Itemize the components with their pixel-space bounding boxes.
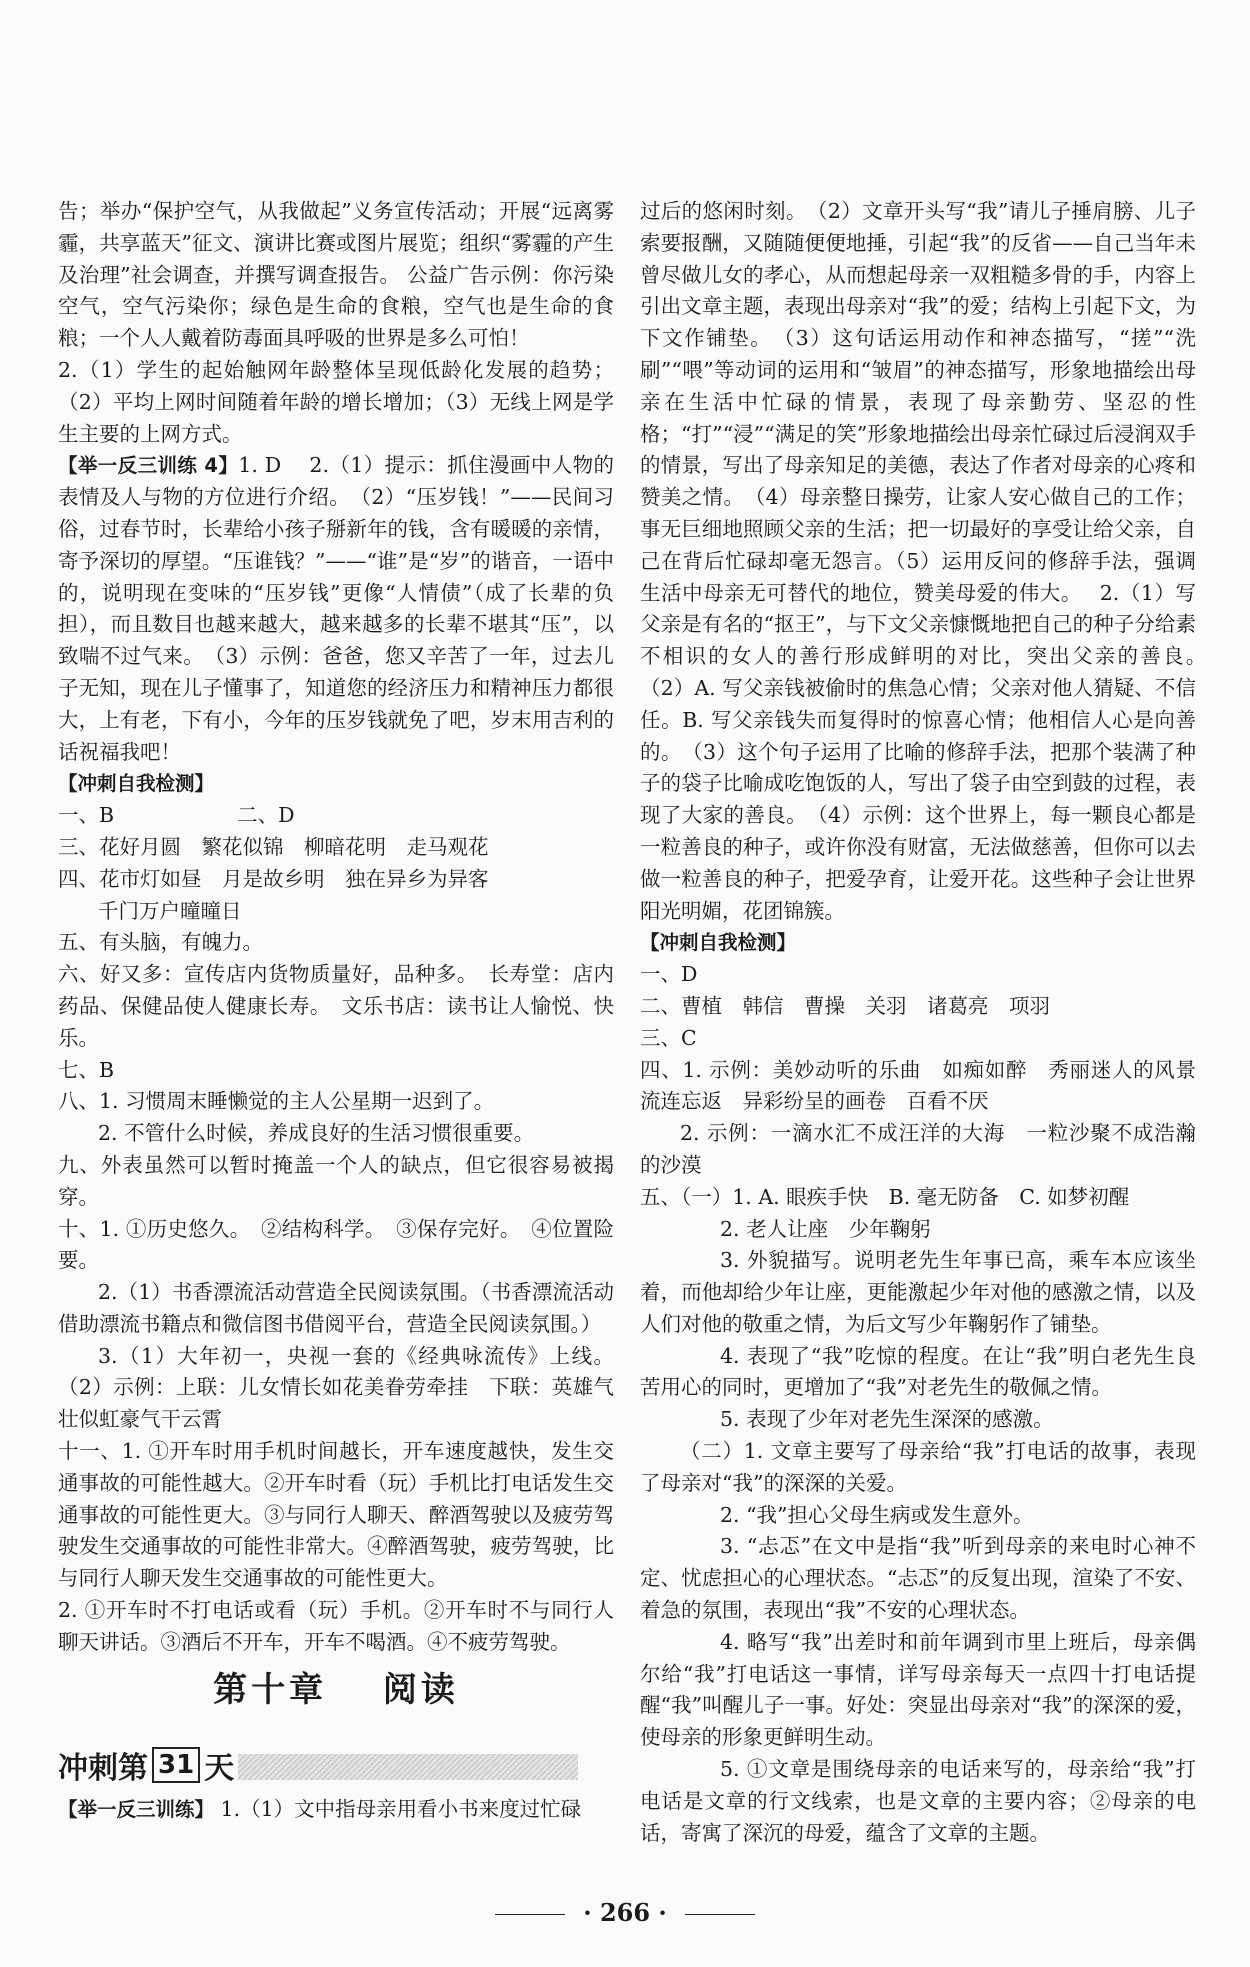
banner-prefix: 冲刺第 xyxy=(58,1751,148,1786)
answer-text: 三、花好月圆 繁花似锦 柳暗花明 走马观花 xyxy=(58,834,489,859)
answer-text: 2. 示例：一滴水汇不成汪洋的大海 一粒沙聚不成浩瀚的沙漠 xyxy=(640,1121,1196,1177)
answer-paragraph xyxy=(58,1150,614,1214)
answer-paragraph xyxy=(58,355,614,450)
chapter-number: 第十章 xyxy=(213,1670,328,1710)
answer-paragraph xyxy=(58,1118,614,1150)
answer-text: 一、B 二、D xyxy=(58,803,295,828)
answer-text: 2.（1）学生的起始触网年龄整体呈现低龄化发展的趋势；（2）平均上网时间随着年龄的增长增加；（3）无线上网是学生主要的上网方式。 xyxy=(58,357,614,446)
section-label: 【举一反三训练 4】 xyxy=(58,454,239,478)
banner-suffix: 天 xyxy=(204,1751,235,1786)
answer-paragraph xyxy=(58,1055,614,1087)
answer-text: 一、D xyxy=(640,962,698,987)
answer-text: 二、曹植 韩信 曹操 关羽 诸葛亮 项羽 xyxy=(640,993,1050,1018)
answer-text: 3. 外貌描写。说明老先生年事已高，乘车本应该坐着，而他却给少年让座，更能激起少年对他的感激之情，以及人们对他的敬重之情，为后文写少年鞠躬作了铺垫。 xyxy=(640,1248,1196,1336)
answer-paragraph xyxy=(58,1214,614,1278)
left-column xyxy=(58,196,614,1659)
answer-paragraph xyxy=(640,1531,1196,1626)
answer-text: 2. “我”担心父母生病或发生意外。 xyxy=(720,1502,1034,1527)
right-column xyxy=(640,196,1217,1849)
answer-paragraph xyxy=(640,1182,1196,1214)
answer-text: 四、1. 示例：美妙动听的乐曲 如痴如醉 秀丽迷人的风景 流连忘返 异彩纷呈的画卷 百看不厌 xyxy=(640,1057,1217,1114)
answer-text: 过后的悠闲时刻。 （2）文章开头写“我”请儿子捶肩膀、儿子索要报酬，又随随便便地捶，引起“我”的反省——自己当年未曾尽做儿女的孝心，从而想起母亲一双粗糙多骨的手，内容上引出文章主题，表现出母亲对“我”的爱；结构上引起下文，为下文作铺垫。 （3）这句话运用动作和神态描写，“搓”“洗刷”“喂”等动词的运用和“皱眉”的神态描写，形象地描绘出母亲在生活中忙碌的情景，表现了母亲勤劳、坚忍的性格；“打”“浸”“满足的笑”形象地描绘出母亲忙碌过后浸润双手的情景，写出了母亲知足的美德，表达了作者对母亲的心疼和赞美之情。 （4）母亲整日操劳，让家人安心做自己的工作；事无巨细地照顾父亲的生活；把一切最好的享受让给父亲，自己在背后忙碌却毫无怨言。（5）运用反问的修辞手法，强调生活中母亲无可替代的地位，赞美母爱的伟大。 2.（1）写父亲是有名的“抠王”，与下文父亲慷慨地把自己的种子分给素不相识的女人的善行形成鲜明的对比，突出父亲的善良。 （2）A. 写父亲钱被偷时的焦急心情；父亲对他人猜疑、不信任。B. 写父亲钱失而复得时的惊喜心情；他相信人心是向善的。 （3）这个句子运用了比喻的修辞手法，把那个装满了种子的袋子比喻成吃饱饭的人，写出了袋子由空到鼓的过程，表现了大家的善良。 （4）示例：这个世界上，每一颗良心都是一粒善良的种子，或许你没有财富，无法做慈善，但你可以去做一粒善良的种子，把爱孕育，让爱开花。这些种子会让世界阳光明媚，花团锦簇。 xyxy=(640,199,1217,923)
answer-text: 2.（1）书香漂流活动营造全民阅读氛围。（书香漂流活动借助漂流书籍点和微信图书借阅平台，营造全民阅读氛围。） xyxy=(58,1280,614,1336)
answer-text: 2. 不管什么时候，养成良好的生活习惯很重要。 xyxy=(98,1121,535,1146)
answer-paragraph xyxy=(58,959,614,1054)
answer-paragraph xyxy=(58,864,614,896)
exercise-text: 1.（1）文中指母亲用看小书来度过忙碌 xyxy=(220,1797,582,1821)
answer-paragraph xyxy=(640,1341,1196,1405)
answer-paragraph xyxy=(640,1500,1196,1532)
answer-text: 五、有头脑，有魄力。 xyxy=(58,930,263,955)
answer-text: 九、外表虽然可以暂时掩盖一个人的缺点，但它很容易被揭穿。 xyxy=(58,1152,614,1209)
answer-text: 千门万户曈曈日 xyxy=(98,898,242,923)
answer-text: 十一、1. ①开车时用手机时间越长，开车速度越快，发生交通事故的可能性越大。②开车时看（玩）手机比打电话发生交通事故的可能性更大。③与同行人聊天、醉酒驾驶以及疲劳驾驶发生交通事故的可能性非常大。④醉酒驾驶，疲劳驾驶，比与同行人聊天发生交通事故的可能性更大。 xyxy=(58,1439,614,1591)
answer-text: 七、B xyxy=(58,1057,115,1082)
answer-paragraph xyxy=(640,927,1196,959)
answer-text: 八、1. 习惯周末睡懒觉的主人公星期一迟到了。 xyxy=(58,1089,495,1114)
day-banner xyxy=(58,1744,578,1786)
answer-text: 3.（1）大年初一，央视一套的《经典咏流传》上线。（2）示例：上联：儿女情长如花美眷劳牵挂 下联：英雄气壮似虹豪气干云霄 xyxy=(58,1343,614,1432)
section-label: 【冲刺自我检测】 xyxy=(640,931,797,955)
answer-paragraph xyxy=(640,991,1196,1023)
answer-paragraph xyxy=(640,1627,1196,1754)
answer-paragraph xyxy=(58,1436,614,1595)
answer-paragraph xyxy=(640,1023,1196,1055)
answer-text: 1. D 2.（1）提示：抓住漫画中人物的表情及人与物的方位进行介绍。 （2）“压岁钱！”——民间习俗，过春节时，长辈给小孩子掰新年的钱，含有暖暖的亲情，寄予深切的厚望。“压谁钱？”——“谁”是“岁”的谐音，一语中的，说明现在变味的“压岁钱”更像“人情债”（成了长辈的负担），而且数目也越来越大，越来越多的长辈不堪其“压”，以致喘不过气来。 （3）示例：爸爸，您又辛苦了一年，过去儿子无知，现在儿子懂事了，知道您的经济压力和精神压力都很大，上有老，下有小，今年的压岁钱就免了吧，岁末用吉利的话祝福我吧！ xyxy=(58,453,614,764)
banner-label xyxy=(58,1744,238,1786)
answer-paragraph xyxy=(58,832,614,864)
chapter-title: 阅读 xyxy=(382,1670,459,1710)
chapter-heading xyxy=(58,1662,614,1711)
answer-paragraph xyxy=(640,1055,1217,1119)
exercise-intro xyxy=(58,1794,614,1826)
answer-text: 5. ①文章是围绕母亲的电话来写的，母亲给“我”打电话是文章的行文线索，也是文章的主要内容；②母亲的电话，寄寓了深沉的母爱，蕴含了文章的主题。 xyxy=(640,1757,1196,1845)
answer-text: 5. 表现了少年对老先生深深的感激。 xyxy=(720,1407,1054,1432)
answer-paragraph xyxy=(58,1341,614,1436)
answer-paragraph xyxy=(58,896,614,928)
answer-text: 三、C xyxy=(640,1025,697,1050)
footer-rule-right xyxy=(685,1914,755,1915)
answer-paragraph xyxy=(640,1754,1196,1849)
answer-text: 2. ①开车时不打电话或看（玩）手机。②开车时不与同行人聊天讲话。③酒后不开车，开车不喝酒。④不疲劳驾驶。 xyxy=(58,1598,614,1654)
answer-paragraph xyxy=(58,800,614,832)
answer-paragraph xyxy=(58,196,614,355)
answer-paragraph xyxy=(640,1118,1196,1182)
answer-paragraph xyxy=(58,1277,614,1341)
banner-day-number: 31 xyxy=(152,1747,200,1783)
answer-text: 4. 表现了“我”吃惊的程度。在让“我”明白老先生良苦用心的同时，更增加了“我”对老先生的敬佩之情。 xyxy=(640,1343,1196,1400)
answer-text: 六、好又多：宣传店内货物质量好，品种多。 长寿堂：店内药品、保健品使人健康长寿。 文乐书店：读书让人愉悦、快乐。 xyxy=(58,962,614,1050)
answer-paragraph xyxy=(640,959,1196,991)
answer-paragraph xyxy=(58,927,614,959)
answer-paragraph xyxy=(640,1436,1196,1500)
answer-paragraph xyxy=(58,768,614,800)
answer-text: 4. 略写“我”出差时和前年调到市里上班后，母亲偶尔给“我”打电话这一事情，详写母亲每天一点四十打电话提醒“我”叫醒儿子一事。好处：突显出母亲对“我”的深深的爱，使母亲的形象更鲜明生动。 xyxy=(640,1629,1196,1750)
section-label: 【冲刺自我检测】 xyxy=(58,772,215,796)
answer-text: 五、（一）1. A. 眼疾手快 B. 毫无防备 C. 如梦初醒 xyxy=(640,1184,1130,1209)
answer-text: 告；举办“保护空气，从我做起”义务宣传活动；开展“远离雾霾，共享蓝天”征文、演讲比赛或图片展览；组织“雾霾的产生及治理”社会调查，并撰写调查报告。 公益广告示例：你污染空气，空气污染你；绿色是生命的食粮，空气也是生命的食粮；一个人人戴着防毒面具呼吸的世界是多么可怕！ xyxy=(58,199,614,351)
section-label: 【举一反三训练】 xyxy=(58,1798,215,1821)
answer-paragraph xyxy=(640,1214,1196,1246)
answer-text: （二）1. 文章主要写了母亲给“我”打电话的故事，表现了母亲对“我”的深深的关爱。 xyxy=(640,1439,1196,1495)
answer-paragraph xyxy=(58,1595,614,1659)
answer-paragraph xyxy=(640,1245,1196,1340)
answer-paragraph xyxy=(640,1404,1196,1436)
answer-text: 2. 老人让座 少年鞠躬 xyxy=(720,1216,931,1241)
answer-paragraph xyxy=(58,1086,614,1118)
page-number: · 266 · xyxy=(583,1898,667,1927)
answer-paragraph xyxy=(640,196,1217,927)
page-footer xyxy=(0,1898,1250,1927)
answer-paragraph xyxy=(58,450,614,768)
answer-text: 四、花市灯如昼 月是故乡明 独在异乡为异客 xyxy=(58,866,489,891)
answer-text: 十、1. ①历史悠久。 ②结构科学。 ③保存完好。 ④位置险要。 xyxy=(58,1216,614,1273)
answer-text: 3. “忐忑”在文中是指“我”听到母亲的来电时心神不定、忧虑担心的心理状态。“忐忑”的反复出现，渲染了不安、着急的氛围，表现出“我”不安的心理状态。 xyxy=(640,1534,1196,1623)
footer-rule-left xyxy=(495,1914,565,1915)
